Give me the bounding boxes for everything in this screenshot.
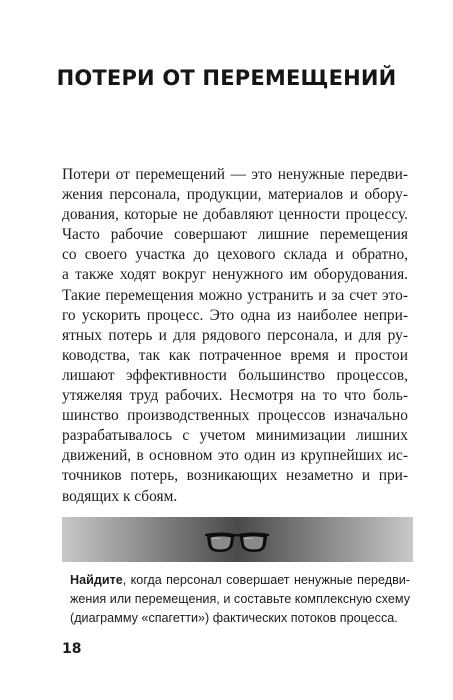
body-line: утяжеляя труд рабочих. Несмотря на то что боль-	[62, 387, 408, 405]
page-number: 18	[62, 641, 82, 657]
body-line: лишают эффективности большинство процессов,	[62, 366, 408, 384]
body-line: а также ходят вокруг ненужного им оборудования.	[62, 266, 408, 284]
body-line: шинство производственных процессов изначально	[62, 407, 408, 425]
body-line: движений, в основном это один из крупнейших ис-	[62, 447, 408, 465]
body-line: ководства, так как потраченное время и простои	[62, 346, 408, 364]
body-line: разрабатывалось с учетом минимизации лишних	[62, 427, 408, 445]
body-line: го ускорить процесс. Это одна из наиболее непри-	[62, 306, 408, 324]
body-line: точников потерь, возникающих незаметно и при-	[62, 467, 408, 485]
note-line	[70, 571, 410, 590]
tip-note	[70, 571, 410, 628]
body-line: водящих к сбоям.	[62, 487, 178, 505]
body-line: Такие перемещения можно устранить и за счет это-	[62, 286, 408, 304]
glasses-icon	[202, 525, 272, 555]
body-line: со своего участка до цехового склада и обратно,	[62, 246, 408, 264]
gradient-banner	[62, 517, 413, 562]
note-text: , когда персонал совершает ненужные передви-	[122, 573, 410, 587]
body-line: жения персонала, продукции, материалов и обору-	[62, 186, 408, 204]
section-heading: ПОТЕРИ ОТ ПЕРЕМЕЩЕНИЙ	[56, 66, 397, 90]
body-paragraph	[62, 165, 408, 507]
note-keyword: Найдите	[70, 573, 123, 587]
note-line: (диаграмму «спагетти») фактических потоков процесса.	[70, 611, 398, 625]
body-line: дования, которые не добавляют ценности процессу.	[62, 206, 408, 224]
body-line: ятных потерь и для рядового персонала, и для ру-	[62, 326, 408, 344]
body-line: Часто рабочие совершают лишние перемещения	[62, 226, 408, 244]
note-line: жения или перемещения, и составьте комплексную схему	[70, 592, 410, 606]
body-line: Потери от перемещений — это ненужные передви-	[62, 166, 408, 183]
